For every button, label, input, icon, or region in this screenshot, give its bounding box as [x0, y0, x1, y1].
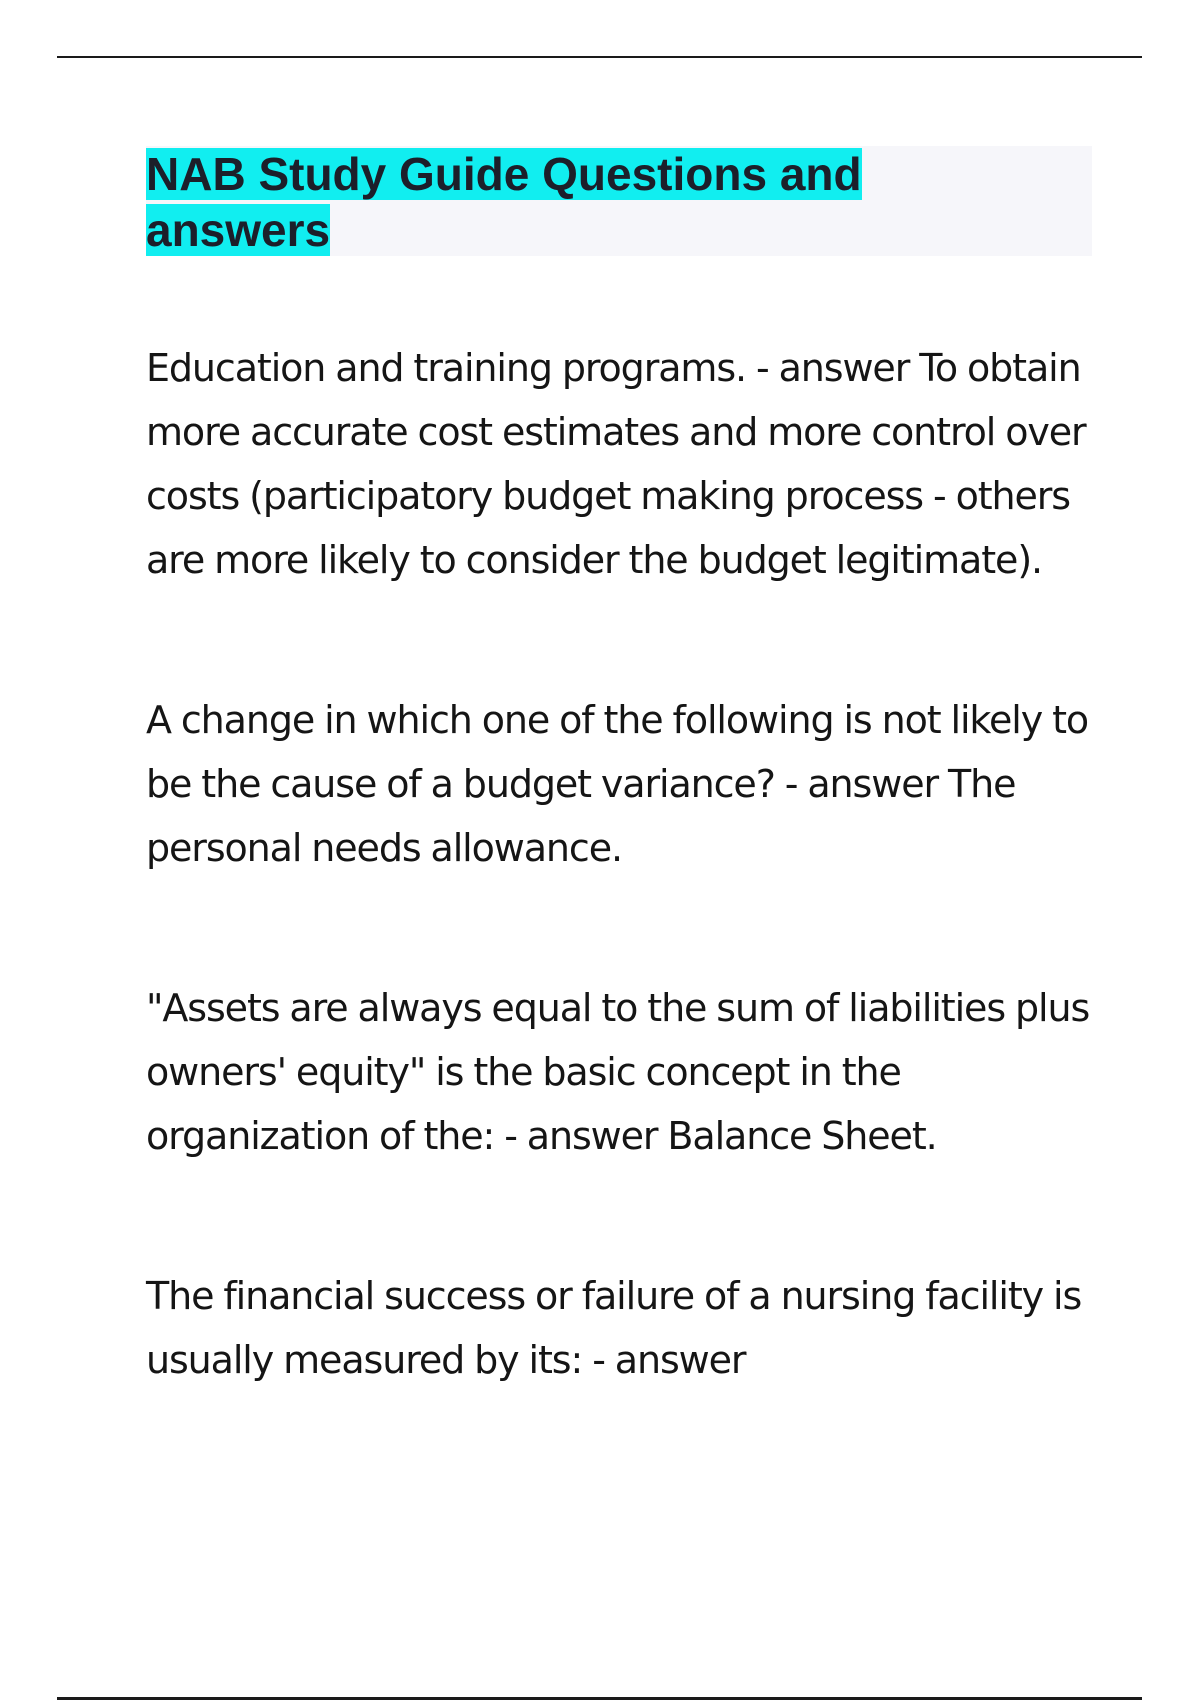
qa-item: Education and training programs. - answer To obtain more accurate cost estimates and more control over costs (participatory budget making process - others are more likely to consider the budget legitimate). — [146, 346, 1086, 582]
qa-item: "Assets are always equal to the sum of liabilities plus owners' equity" is the basic concept in the organization of the: - answer Balance Sheet. — [146, 986, 1090, 1158]
qa-list — [146, 336, 1106, 1392]
page-title — [146, 146, 906, 258]
qa-item: The financial success or failure of a nursing facility is usually measured by its: - answer — [146, 1274, 1082, 1382]
qa-item: A change in which one of the following is not likely to be the cause of a budget variance? - answer The personal needs allowance. — [146, 698, 1089, 870]
title-block — [146, 146, 1092, 256]
top-rule — [57, 56, 1142, 58]
title-highlight: NAB Study Guide Questions and answers — [146, 148, 862, 256]
